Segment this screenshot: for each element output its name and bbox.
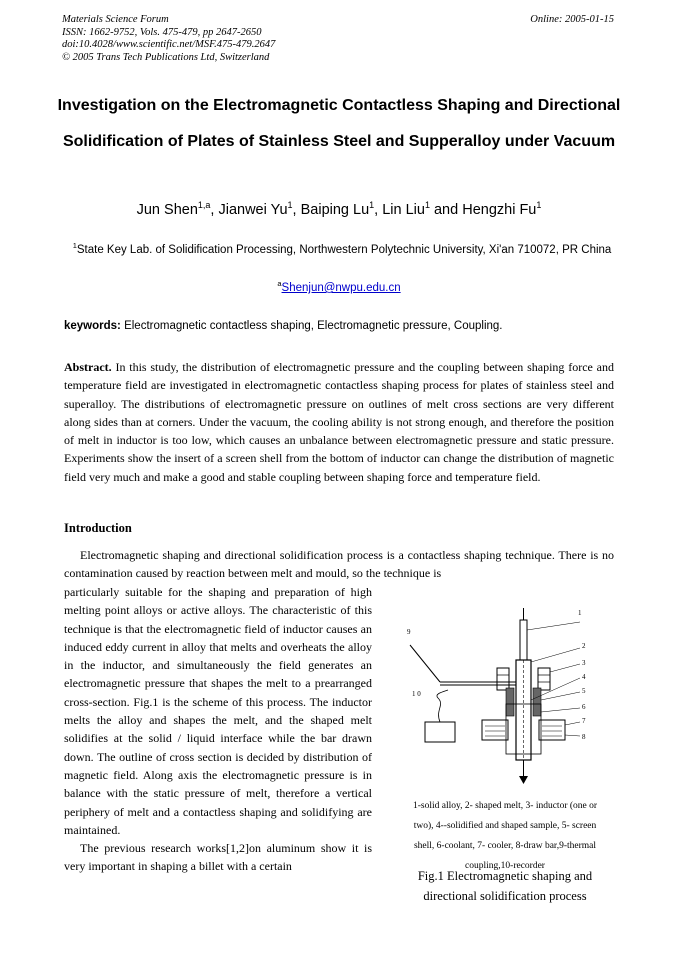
author-separator: ,: [210, 201, 219, 218]
keywords-text: Electromagnetic contactless shaping, Electromagnetic pressure, Coupling.: [120, 320, 503, 332]
author-name: Baiping Lu: [300, 201, 370, 218]
author-separator: ,: [374, 201, 383, 218]
figure-legend-line: 1-solid alloy, 2- shaped melt, 3- inductor (one or: [412, 801, 598, 811]
doi-line: doi:10.4028/www.scientific.net/MSF.475-479.2647: [62, 39, 276, 50]
figure-label: 5: [582, 687, 586, 695]
thermocouple: [410, 645, 516, 685]
figure-label: 2: [582, 642, 586, 650]
leader-lines: [527, 622, 580, 736]
author-name: Jun Shen: [136, 201, 198, 218]
figure-caption: [386, 866, 624, 906]
figure-legend-line: shell, 6-coolant, 7- cooler, 8-draw bar,9-thermal: [413, 841, 597, 851]
author-name: Jianwei Yu: [218, 201, 288, 218]
figure-legend: [386, 796, 624, 876]
abstract-label: Abstract.: [64, 360, 112, 374]
draw-bar: [519, 760, 528, 784]
paper-title: Investigation on the Electromagnetic Contactless Shaping and Directional Solidification of Plates of Stainless Steel and Supperalloy under Vacuum: [57, 97, 621, 150]
figure-caption-line: Fig.1 Electromagnetic shaping and: [417, 869, 593, 883]
journal-name: Materials Science Forum: [62, 14, 169, 25]
figure-label: 4: [582, 673, 586, 681]
affiliation: [64, 237, 620, 259]
solid-alloy-bar: [520, 620, 527, 660]
figure-label: 1 0: [412, 690, 421, 698]
email-link[interactable]: Shenjun@nwpu.edu.cn: [281, 281, 401, 294]
intro-paragraph-2: The previous research works[1,2]on aluminum show it is very important in shaping a billet with a certain: [64, 841, 372, 874]
author-email: [40, 279, 638, 294]
author-separator: ,: [292, 201, 301, 218]
author-name: Lin Liu: [382, 201, 425, 218]
figure-legend-line: coupling,10-recorder: [465, 861, 545, 871]
author-affil-mark: 1: [424, 200, 430, 210]
keywords-label: keywords:: [64, 320, 121, 332]
figure-label: 7: [582, 717, 586, 725]
author-separator: and: [429, 201, 463, 218]
author-affil-mark: 1,a: [197, 200, 211, 210]
author-list: [40, 200, 638, 218]
affiliation-mark: 1: [72, 241, 77, 250]
process-schematic-figure: [390, 600, 620, 790]
intro-paragraph-start: Electromagnetic shaping and directional solidification process is a contactless shaping technique. There is no contamination caused by reaction between melt and mould, so the technique is: [64, 548, 614, 581]
figure-label: 3: [582, 659, 586, 667]
copyright-line: © 2005 Trans Tech Publications Ltd, Switzerland: [62, 51, 270, 63]
abstract-text: In this study, the distribution of electromagnetic pressure and the coupling between shaping force and temperature field are investigated in electromagnetic contactless shaping process for plates of stainless steel and superalloy. The distributions of electromagnetic pressure on outlines of melt cross sections are very different along sides than at corners. Under the vacuum, the cooling ability is not strong enough, and therefore the position of melt in inductor is too low, which causes an unbalance between electromagnetic pressure and static pressure. Experiments show the insert of a screen shell from the bottom of inductor can change the distribution of magnetic field very much and make a good and stable coupling between shaping force and temperature field.: [64, 360, 614, 484]
figure-label: 8: [582, 733, 586, 741]
figure-label: 6: [582, 703, 586, 711]
figure-caption-line: directional solidification process: [423, 889, 587, 903]
figure-label: 9: [407, 628, 411, 636]
recorder: [425, 690, 455, 742]
intro-column: [64, 583, 372, 876]
author-affil-mark: 1: [536, 200, 542, 210]
keywords: [64, 320, 503, 332]
figure-label: 1: [578, 609, 582, 617]
affiliation-text: State Key Lab. of Solidification Processing, Northwestern Polytechnic University, Xi'an 710072, PR China: [76, 243, 612, 256]
section-heading-introduction: Introduction: [64, 521, 132, 535]
journal-header: [62, 14, 275, 64]
author-affil-mark: 1: [369, 200, 375, 210]
online-date: Online: 2005-01-15: [530, 14, 614, 25]
issn-line: ISSN: 1662-9752, Vols. 475-479, pp 2647-2650: [62, 26, 262, 38]
figure-legend-line: two), 4--solidified and shaped sample, 5- screen: [413, 821, 597, 831]
abstract: [64, 358, 614, 486]
intro-paragraph-continued: particularly suitable for the shaping and preparation of high melting point alloys or active alloys. The characteristic of this technique is that the electromagnetic field of inductor causes an induced eddy current in alloy that melts and overheats the alloy in the inductor, and simultaneously the field generates an electromagnetic pressure that shapes the melt to a prearranged cross-section. Fig.1 is the scheme of this process. The inductor melts the alloy and shapes the melt, and the shaped melt solidifies at the solid / liquid interface while the bar drawn down. The outline of cross section is decided by distribution of magnetic field. Along axis the electromagnetic pressure is in balance with the static pressure of melt, therefore a vertical periphery of melt and a contactless shaping and solidifying are maintained.: [64, 585, 372, 837]
author-name: Hengzhi Fu: [462, 201, 537, 218]
author-affil-mark: 1: [287, 200, 293, 210]
email-mark: a: [277, 279, 282, 288]
